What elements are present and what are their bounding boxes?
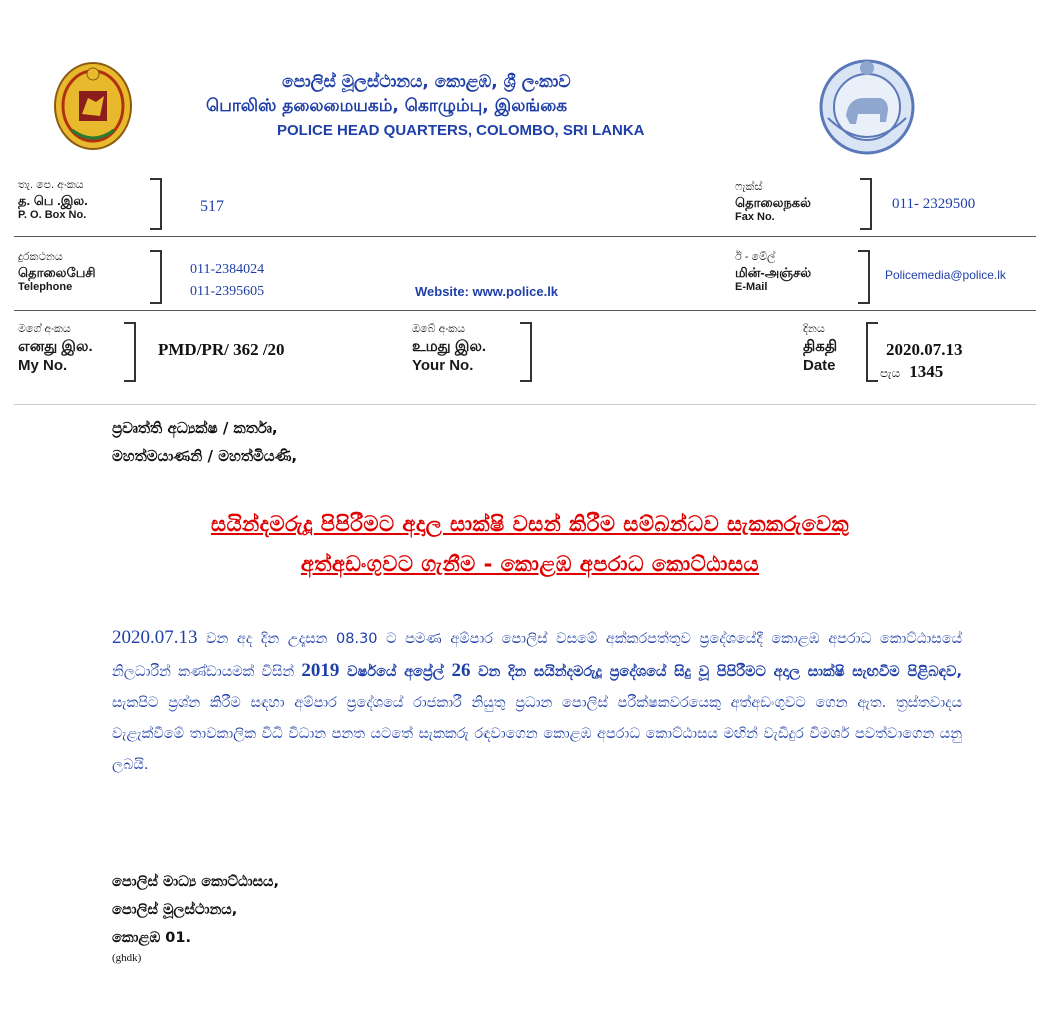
body-text-b: ට පමණ අම්පාර පොලිස් වසමේ අක්කරපත්තුව ප්‍රදේශයේදී කොළඹ අපරාධ කොට්ඨාසයේ නිලධාරීන් කණ්ඩායමක් විසින් (112, 631, 963, 680)
date-label-en: Date (803, 357, 836, 374)
pobox-value: 517 (200, 198, 224, 215)
your-no-brace (520, 322, 532, 382)
email-link[interactable]: Policemedia@police.lk (885, 268, 1006, 282)
salutation (112, 414, 297, 470)
signature-block (112, 868, 279, 964)
date-label-ta: திகதி (803, 338, 838, 355)
signature-line-2: පොලිස් මූලස්ථානය, (112, 902, 238, 918)
fax-label-si: ෆැක්ස් (735, 181, 763, 193)
telephone-value-2: 011-2395605 (190, 284, 265, 299)
divider-line-2 (14, 310, 1036, 311)
fax-value: 011- 2329500 (892, 196, 976, 212)
pobox-label-si: තැ. පෙ. අංකය (18, 179, 84, 191)
email-labels (735, 250, 811, 295)
signature-initials: (ghdk) (112, 952, 142, 964)
divider-line-3 (14, 404, 1036, 405)
header-title-english: POLICE HEAD QUARTERS, COLOMBO, SRI LANKA (277, 122, 645, 139)
header-title-tamil: பொலிஸ் தலைமையகம், கொழும்பு, இலங்கை (206, 96, 568, 116)
my-no-label-si: මගේ අංකය (18, 323, 71, 335)
date-value: 2020.07.13 (886, 340, 963, 359)
my-no-value: PMD/PR/ 362 /20 (158, 340, 285, 359)
date-brace (866, 322, 878, 382)
signature-line-1: පොලිස් මාධ්‍ය කොට්ඨාසය, (112, 874, 279, 890)
fax-label-en: Fax No. (735, 211, 775, 223)
subject-heading (100, 504, 960, 584)
pobox-labels (18, 178, 88, 223)
fax-labels (735, 180, 811, 225)
my-no-label-ta: எனது இல. (18, 338, 93, 355)
your-no-label-si: ඔබේ අංකය (412, 323, 465, 335)
telephone-label-si: දුරකථනය (18, 251, 63, 263)
divider-line-1 (14, 236, 1036, 237)
fax-brace (860, 178, 872, 230)
telephone-brace (150, 250, 162, 304)
date-labels (803, 322, 837, 375)
email-label-ta: மின்-அஞ்சல் (735, 265, 812, 280)
website-link[interactable]: Website: www.police.lk (415, 284, 559, 299)
signature-line-3: කොළඹ 01. (112, 930, 191, 946)
my-no-labels (18, 322, 93, 375)
body-day: 26 (451, 660, 471, 681)
time-label: පැය (880, 366, 901, 380)
subject-line-2: අත්අඩංගුවට ගැනීම - කොළඹ අපරාධ කොට්ඨාසය (300, 552, 760, 576)
telephone-label-ta: தொலைபேசி (18, 265, 96, 280)
pobox-label-en: P. O. Box No. (18, 209, 87, 221)
national-emblem-icon (52, 60, 134, 152)
email-brace (858, 250, 870, 304)
body-date: 2020.07.13 (112, 627, 198, 648)
police-emblem-icon (818, 58, 916, 156)
body-text-c: වර්ෂයේ අප්‍රේල් (339, 664, 452, 680)
your-no-label-en: Your No. (412, 357, 474, 374)
telephone-labels (18, 250, 96, 295)
my-no-label-en: My No. (18, 357, 68, 374)
salutation-line-1: ප්‍රවෘත්ති අධ්‍යක්ෂ / කර්තෘ, (112, 419, 278, 437)
body-text-a: වන අද දින උදෑසන (197, 631, 337, 647)
salutation-line-2: මහත්මයාණනි / මහත්මියණි, (112, 447, 298, 465)
pobox-label-ta: த. பெ .இல. (18, 193, 88, 208)
header-title-sinhala: පොලිස් මූලස්ථානය, කොළඹ, ශ්‍රී ලංකාව (282, 72, 571, 92)
body-text-e: සැකපිට ප්‍රශ්න කිරීම සඳහා අම්පාර ප්‍රදේශයේ රාජකාරී නියුතු ප්‍රධාන පොලිස් පරීක්ෂකවරයෙකු අත්අඩංගුවට ගෙන ඇත. ත්‍රස්තවාදය වැළැක්වීමේ තාවකාලික විධි විධාන පනත යටතේ සැකකරු රඳවාගෙන කොළඹ අපරාධ කොට්ඨාසය මඟින් වැඩිදුර විමර්ශ පවත්වාගෙන යනු ලබයි. (112, 695, 962, 773)
my-no-brace (124, 322, 136, 382)
time-value: 1345 (909, 362, 944, 381)
email-label-en: E-Mail (735, 281, 768, 293)
pobox-brace (150, 178, 162, 230)
body-text-d: වන දින සයින්දමරුදූ ප්‍රදේශයේ සිදු වූ පිපිරීමට අදාල සාක්ෂි සැඟවීම පිළිබඳව, (470, 664, 962, 680)
telephone-label-en: Telephone (18, 281, 73, 293)
body-paragraph (112, 622, 962, 781)
your-no-labels (412, 322, 486, 375)
fax-label-ta: தொலைநகல் (735, 195, 811, 210)
body-time: 08.30 (336, 631, 378, 647)
date-label-si: දිනය (803, 323, 825, 335)
email-label-si: ඊ - මේල් (735, 251, 776, 263)
time-row (880, 362, 943, 382)
your-no-label-ta: உமது இல. (412, 338, 487, 355)
body-year: 2019 (301, 660, 340, 681)
subject-line-1: සයින්දමරුදූ පිපිරීමට අදාල සාක්ෂි වසන් කිරීම සම්බන්ධව සැකකරුවෙකු (210, 512, 850, 536)
telephone-value-1: 011-2384024 (190, 262, 265, 277)
